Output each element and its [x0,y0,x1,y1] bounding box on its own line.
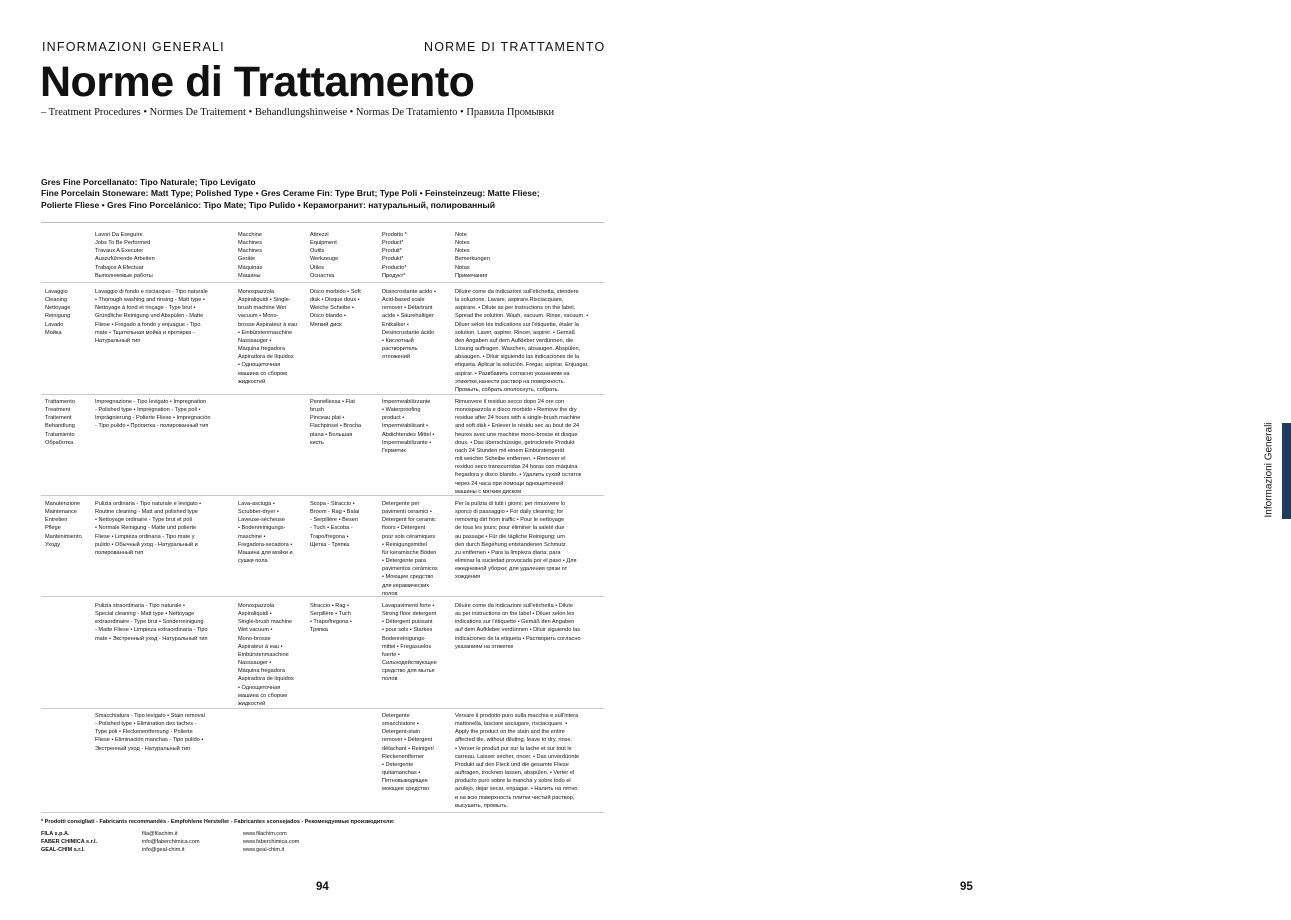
section-heading-line: Gres Fine Porcellanato: Tipo Naturale; Tipo Levigato [41,177,256,187]
section-heading [41,177,611,211]
table-cell-notes: Diluire come da indicazioni sull'etichetta, stendere la soluzione. Lavare, aspirare.Risciacquare, aspirare. • Dilute as per instructions on the label. Spread the solution. Wash, vacuum. Rinse, vacuum. • Diluer selon les indications sur l'étiquette, étaler la solution. Laver, aspirer. Rincer, aspirer. • Gemäß den Angaben auf dem Aufkleber verdünnen, die Lösung auftragen. Waschen, absaugen. Abspülen, absaugen. • Diluir siguiendo las indicaciones de la etiqueta. Aplicar la solución. Fregar, aspirar. Enjuagar, aspirar. • Развбавить согласно указаниям на этикетке,нанести раствор на поверхность. Промыть, собрать.ополоснуть, собрать. [455,289,589,393]
table-cell-equipment: Pennellessa • Flat brush Pinceau plat • Flachpinsel • Brocha plana • Большая кисть [310,399,362,446]
manufacturer-email: info@geal-chim.it [142,847,185,854]
side-tab-label: Informazioni Generali [1263,422,1275,518]
table-bottom-rule [41,812,604,813]
table-row-separator [41,282,604,283]
table-row-category: Manutenzione Maintenance Entretien Pflege Mantenimiento Уходу [45,501,82,548]
page-subtitle: – Treatment Procedures • Normes De Traitement • Behandlungshinweise • Normas De Tratamiento • Правила Промывки [41,107,555,118]
page-number-right: 95 [960,881,973,893]
table-row-separator [41,596,604,597]
table-row-separator [41,394,604,395]
table-cell-jobs: Smacchiatura - Tipo levigato • Stain removal - Polished type • Elimination des taches - Type poli • Fleckenentfernung - Polierte Fliese • Eliminación manchas - Tipo pulido • Экстренный уход - Натуральный тип [95,713,205,752]
manufacturer-website: www.faberchimica.com [243,839,300,846]
table-cell-product: Detergente per pavimenti ceramici • Detergent for ceramic floors • Détergent pour sols céramiques • Reinigungsmittel für keramische Böden • Detergente para pavimentos cerámicos • Моющее средство для керамических полов [382,501,438,597]
section-heading-line: Polierte Fliese • Gres Fino Porcelánico: Tipo Mate; Tipo Pulido • Керамогранит: натуральный, полированный [41,199,496,210]
table-cell-notes: Per la pulizia di tutti i giorni; per rimuovere lo sporco di passaggio • For daily cleaning; for removing dirt from traffic • Pour le nettoyage de tous les jours; pour éliminer la saleté due au passage • Für die tägliche Reinigung; um den durch Begehung entstandenen Schmutz zu entfernen • Para la limpieza diaria; para eliminar la suciedad provocada por el paso • Для ежедневной уборки; для удаления грязи от хождения [455,501,577,581]
manufacturer-website: www.geal-chim.it [243,847,285,854]
table-cell-equipment: Scopa - Straccio • Broom - Rag • Balai - Serpillère • Besen - Tuch • Escoba - Trapo/fregona • Щетка - Тряпка [310,501,360,548]
manufacturer-name: GEAL-CHIM s.r.l. [41,847,85,854]
page-title: Norme di Trattamento [40,58,475,106]
manufacturer-email: fila@filachim.it [142,831,178,837]
table-cell-notes: Versare il prodotto puro sulla macchia e sull'intera mattonella, lasciare asciugare, risciacquare. • Apply the product on the stain and the entire affected tile, without diluting, leave to dry, rinse. • Verser le produit pur sur la tache et sur tout le carreau. Laisser sécher, rincer. • Das unverdünnte Produkt auf den Fleck und die gesamte Fliese auftragen, trocknen lassen, abspülen. • Verter el producto puro sobre la mancha y sobre todo el azulejo, dejar secar, enjuagar. • Налить на пятно и на всю поверхность плитки чистый раствор, высушить, промыть. [455,713,580,809]
table-cell-product: Detergente smacchiatore • Detergent-stain remover • Détergent détachant • Reiniger/ Fleckenentferner • Detergente quitamanchas • Пятновыводящее моющее средство [382,713,435,793]
manufacturer-emails [142,830,200,854]
table-cell-product: Lavapavimenti forte • Strong floor detergent • Détergent puissant • pour sols • Starkes Bodenreinigungs- mittel • Fregasuelos fuerte • Сильнодействующее средство для мытья полов [382,603,437,683]
table-row-separator [41,708,604,709]
running-header-right: NORME DI TRATTAMENTO [424,40,606,54]
table-cell-product: Disincrostante acido • Acid-based scale remover • Détartrant acide • Säurehaltiger Entkalker • Desincrustante ácido • Кислотный растворитель отложений [382,289,436,361]
footnote: * Prodotti consigliati - Fabricants recommandés - Empfohlene Hersteller - Fabricantes sconsejados - Рекомендуемые производители: [41,819,395,825]
table-cell-machines: Lava-asciuga • Scrubber-dryer • Laveuse-sécheuse • Bodenreinigungs- maschine • Fregadora-secadora • Машина для мойки и сушки пола [238,501,293,565]
table-header-jobs: Lavori Da Eseguire Jobs To Be Performed Travaux A Executer Auszuführende Arbeiten Trabajos A Efectuar Выполняемые работы [95,232,155,279]
page-number-left: 94 [316,881,329,893]
section-side-tab [1282,423,1291,519]
table-cell-jobs: Pulizia straordinaria - Tipo naturale • Special cleaning - Matt type • Nettoyage extraordinaire - Type brut • Sonderreinigung - Matte Fliese • Limpieza extraordinaria - Tipo mate • Экстренный уход - Натуральный тип [95,603,208,642]
table-header-product: Prodotto * Product* Produit* Produkt* Producto* Продукт* [382,232,407,279]
table-header-notes: Note Notes Notes Bemerkungen Notas Примечания [455,232,490,279]
manufacturer-website: www.filachim.com [243,831,287,837]
manufacturer-email: info@faberchimica.com [142,839,200,846]
table-top-rule [41,222,604,223]
manufacturer-websites [243,830,299,854]
table-header-equipment: Attrezzi Equipment Outils Werkzeuge Útiles Оснастка [310,232,339,279]
table-cell-notes: Diluire come da indicazioni sull'etichetta • Dilute as per instructions on the label • Diluer selon les indications sur l'étiquette • Gemäß den Angaben auf dem Aufkleber verdünnen • Diluir siguiendo las indicaciones de la etiqueta • Растворить согласно указаниям на этикетке [455,603,581,650]
table-row-category: Trattamento Treatment Traitement Behandlung Tratamiento Обработка [45,399,75,446]
manufacturer-name: FABER CHIMICA s.r.l. [41,839,98,846]
section-heading-line: Fine Porcelain Stoneware: Matt Type; Polished Type • Gres Cerame Fin: Type Brut; Type Poli • Feinsteinzeug: Matte Fliese; [41,188,540,199]
table-cell-product: Impermeabilizzante • Waterproofing product • Imperméabilisant • Abdichtendes Mittel • Impermeabilizante • Герметик [382,399,435,454]
table-row-category: Lavaggio Cleaning Nettoyage Reinigung Lavado Мойка [45,289,71,336]
running-header-left: INFORMAZIONI GENERALI [42,40,225,54]
table-cell-machines: Monospazzola Aspiraliquidi • Single- brush machine Wet vacuum • Mono- brosse Aspirateur à eau • Einbürstenmaschine Nasssauger • Máquina fregadora Aspiradora de líquidos • Однощеточная машина со сбором жидкостей [238,289,298,385]
manufacturer-name: FILA s.p.A. [41,831,70,837]
manufacturer-names [41,830,97,854]
table-cell-jobs: Pulizia ordinaria - Tipo naturale e levigato • Routine cleaning - Matt and polished type • Nettoyage ordinaire - Type brut et poli • Normale Reinigung - Matte und polierte Fliese • Limpieza ordinaria - Tipo mate y pulido • Обычный уход - Натуральный и полированный тип [95,501,202,556]
table-cell-jobs: Lavaggio di fondo e risciacquo - Tipo naturale • Thorough washing and rinsing - Matt type • Nettoyage à fond et rinçage - Type brut • Gründliche Reinigung und Abspülen - Matte Fliese • Fregado a fondo y enjuague - Tipo mate • Тщательная мойка и протирка - Натуральный тип [95,289,208,344]
table-cell-equipment: Disco morbido • Soft disk • Disque doux • Weiche Scheibe • Disco blando • Мягкий диск [310,289,361,328]
right-page [645,0,1291,920]
table-cell-machines: Monospazzola Aspiraliquidi • Single-brush machine Wet vacuum • Mono-brosse Aspirateur à eau • Einbürstenmaschine Nasssauger • Máquina fregadora Aspiradora de líquidos • Однощеточная машина со сбором жидкостей [238,603,294,707]
table-cell-jobs: Impregnazione - Tipo levigato • Impregnation - Polished type • Imprégnation - Type poli • Imprägnierung - Polierte Fliese • Impregnación - Tipo pulido • Пропитка - полированный тип [95,399,211,430]
table-cell-equipment: Straccio • Rag • Serpillère • Tuch • Trapo/fregona • Тряпка [310,603,352,634]
table-header-machines: Macchine Machines Machines Geräte Máquinas Машины [238,232,263,279]
left-page [0,0,645,920]
table-cell-notes: Rimuovere il residuo secco dopo 24 ore con monospazzola e disco morbido • Remove the dry residue after 24 hours with a single-brush machine and soft disk • Enlever le résidu sec au bout de 24 heures avec une machine mono-brosse et disque doux. • Das überschüssige, getrocknete Produkt nach 24 Stunden mit einem Einbürstengerät mit weicher Scheibe entfernen. • Remover el residuo seco transcurridas 24 horas con máquina fregadora y disco blando. • Удалить сухой остаток через 24 часа при помощи однощеточной машины с мягким диском [455,399,582,495]
table-row-separator [41,495,604,496]
